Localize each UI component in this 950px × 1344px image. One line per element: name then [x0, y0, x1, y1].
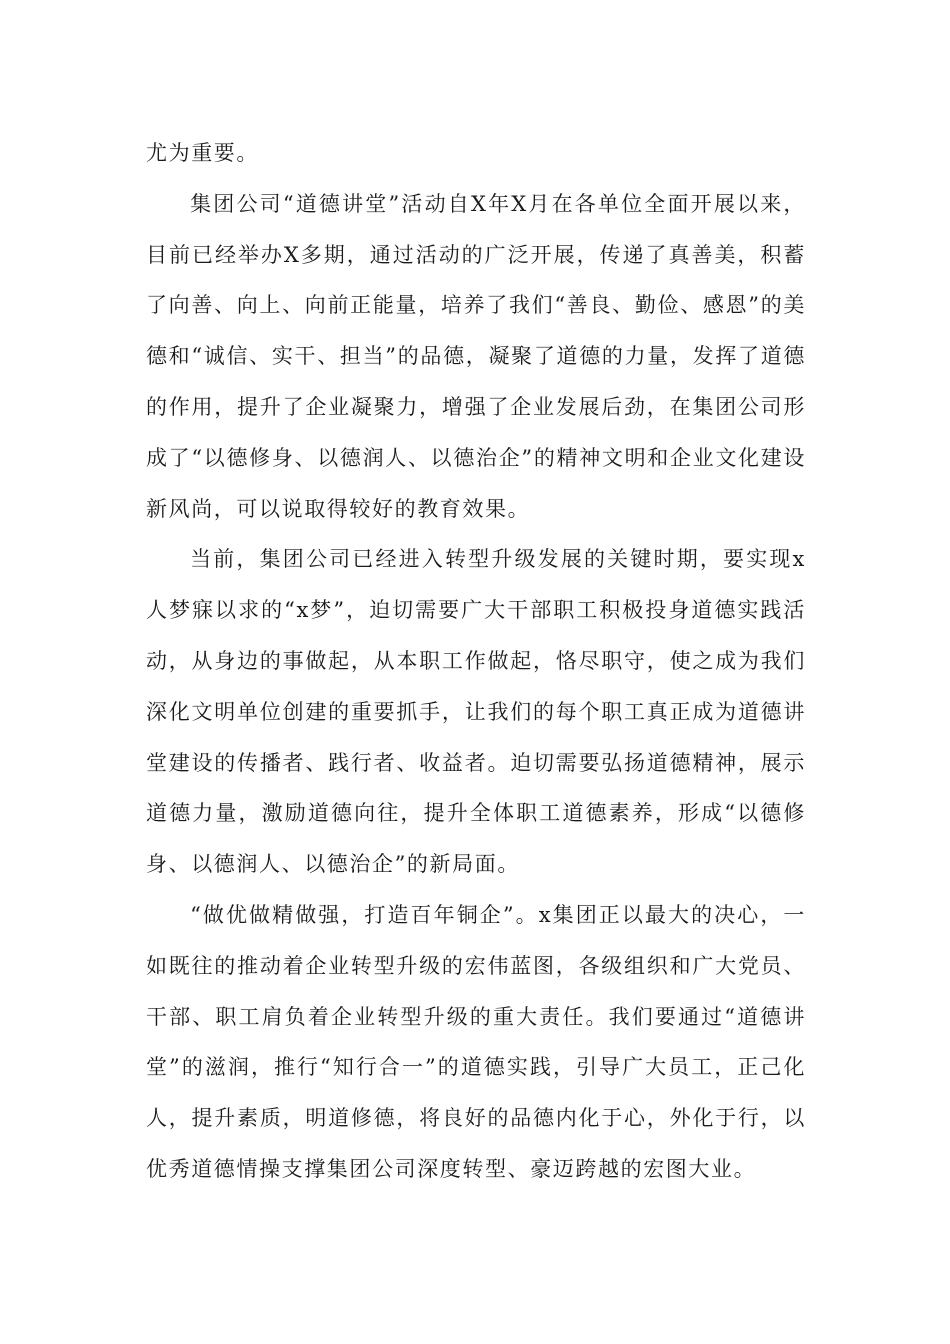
- paragraph-4: “做优做精做强，打造百年铜企”。x集团正以最大的决心，一如既往的推动着企业转型升级的宏伟蓝图，各级组织和广大党员、干部、职工肩负着企业转型升级的重大责任。我们要通过“道德讲堂”的滋润，推行“知行合一”的道德实践，引导广大员工，正己化人，提升素质，明道修德，将良好的品德内化于心，外化于行，以优秀道德情操支撑集团公司深度转型、豪迈跨越的宏图大业。: [146, 902, 806, 1181]
- paragraph-1: 尤为重要。: [146, 141, 259, 165]
- document-body: [146, 128, 806, 1195]
- paragraph-2: 集团公司“道德讲堂”活动自X年X月在各单位全面开展以来，目前已经举办X多期，通过活动的广泛开展，传递了真善美，积蓄了向善、向上、向前正能量，培养了我们“善良、勤俭、感恩”的美德和“诚信、实干、担当”的品德，凝聚了道德的力量，发挥了道德的作用，提升了企业凝聚力，增强了企业发展后劲，在集团公司形成了“以德修身、以德润人、以德治企”的精神文明和企业文化建设新风尚，可以说取得较好的教育效果。: [146, 191, 806, 521]
- paragraph-3: 当前，集团公司已经进入转型升级发展的关键时期，要实现x人梦寐以求的“x梦”，迫切需要广大干部职工积极投身道德实践活动，从身边的事做起，从本职工作做起，恪尽职守，使之成为我们深化文明单位创建的重要抓手，让我们的每个职工真正成为道德讲堂建设的传播者、践行者、收益者。迫切需要弘扬道德精神，展示道德力量，激励道德向往，提升全体职工道德素养，形成“以德修身、以德润人、以德治企”的新局面。: [146, 547, 806, 877]
